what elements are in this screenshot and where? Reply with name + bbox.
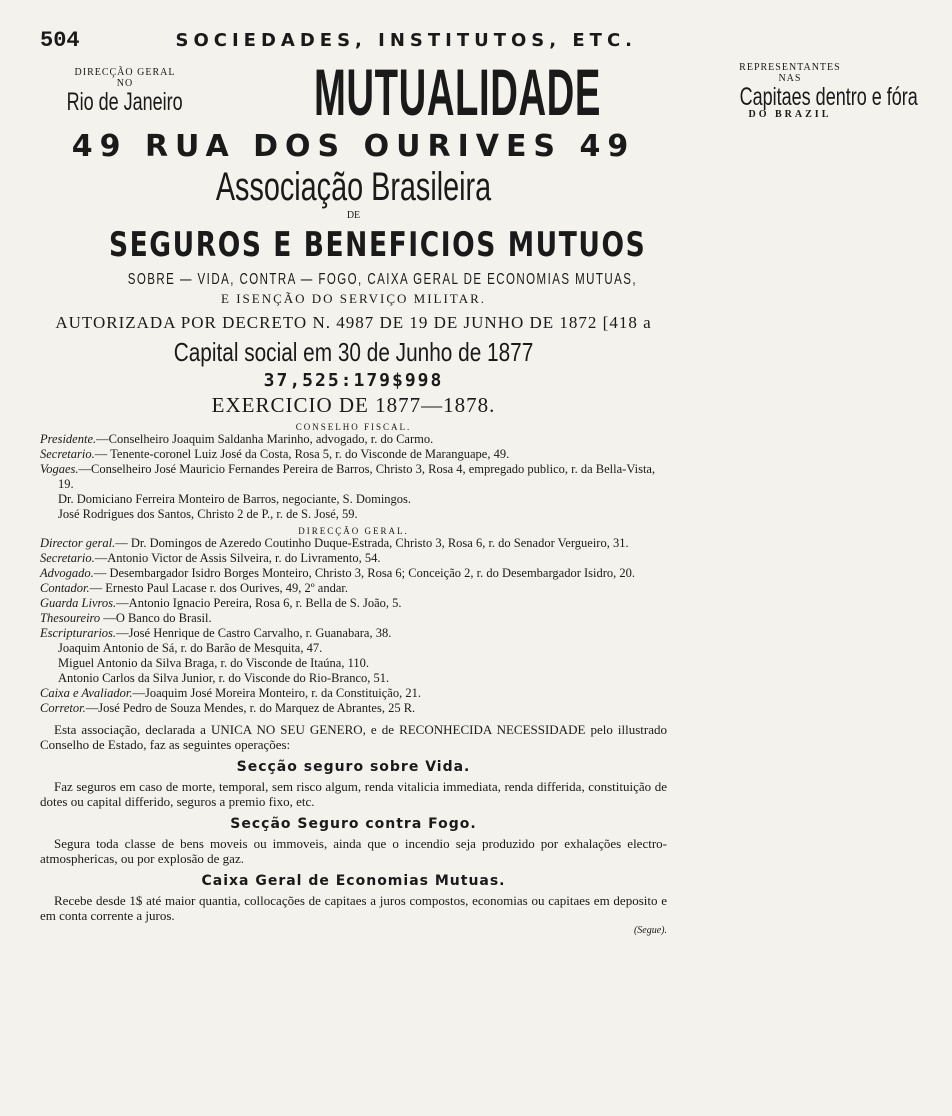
exemption-line: E ISENÇÃO DO SERVIÇO MILITAR. [221,291,486,306]
section-title: Caixa Geral de Economias Mutuas. [201,873,506,889]
list-item: Caixa e Avaliador.—Joaquim José Moreira Monteiro, r. da Constituição, 21. [40,686,421,700]
right-bottom-label: DO BRAZIL [748,109,832,121]
right-top-label: REPRESENTANTES [739,62,841,74]
page-header [40,28,667,53]
list-item: Contador.— Ernesto Paul Lacase r. dos Ourives, 49, 2º andar. [40,581,349,595]
services-line: SOBRE — VIDA, CONTRA — FOGO, CAIXA GERAL DE ECONOMIAS MUTUAS, [127,271,638,288]
advert-title: MUTUALIDADE [313,55,602,129]
left-city: Rio de Janeiro [66,88,184,117]
section-title: Secção Seguro contra Fogo. [230,816,477,832]
list-item: Escripturarios.—José Henrique de Castro Carvalho, r. Guanabara, 38. [40,626,392,640]
list-item: José Rodrigues dos Santos, Christo 2 de P., r. de S. José, 59. [58,507,358,521]
fiscal-year: EXERCICIO DE 1877—1878. [211,393,496,417]
section-text: Segura toda classe de bens moveis ou immoveis, ainda que o incendio seja produzido por exhalações electro-atmosphericas, ou por explosão de gaz. [40,836,667,866]
association-name: Associação Brasileira [215,165,492,209]
right-big-label: Capitaes dentro e fóra [739,83,918,112]
left-top-label: DIRECÇÃO GERAL [74,67,176,79]
section-text: Recebe desde 1$ até maior quantia, collocações de capitaes a juros compostos, economias ou capitaes em deposito e em conta corrente a juros. [40,893,667,923]
list-item: Dr. Domiciano Ferreira Monteiro de Barros, negociante, S. Domingos. [58,492,412,506]
list-item: Secretario.—Antonio Victor de Assis Silveira, r. do Livramento, 54. [40,551,381,565]
list-item: Advogado.— Desembargador Isidro Borges Monteiro, Christo 3, Rosa 6; Conceição 2, r. do Desembargador Isidro, 20. [40,566,636,580]
left-mid-label: NO [116,77,134,89]
section-text: Faz seguros em caso de morte, temporal, sem risco algum, renda vitalicia immediata, renda differida, constituição de dotes ou capital differido, seguros a premio fixo, etc. [40,779,667,809]
decree-line: AUTORIZADA POR DECRETO N. 4987 DE 19 DE JUNHO DE 1872 [418 a [55,313,652,332]
section-title: Secção seguro sobre Vida. [236,759,471,775]
capital-amount: 37,525:179$998 [263,370,444,391]
list-item: Joaquim Antonio de Sá, r. do Barão de Mesquita, 47. [58,641,323,655]
continued-note: (Segue). [633,925,667,936]
intro-paragraph: Esta associação, declarada a UNICA NO SEU GENERO, e de RECONHECIDA NECESSIDADE pelo illustrado Conselho de Estado, faz as seguintes operações: [40,722,667,752]
list-item: Guarda Livros.—Antonio Ignacio Pereira, Rosa 6, r. Bella de S. João, 5. [40,596,402,610]
banner-right [705,62,918,121]
running-head: SOCIEDADES, INSTITUTOS, ETC. [175,30,637,51]
list-item: Antonio Carlos da Silva Junior, r. do Visconde do Rio-Branco, 51. [58,671,390,685]
list-item: Presidente.—Conselheiro Joaquim Saldanha Marinho, advogado, r. do Carmo. [40,432,434,446]
list-item: Corretor.—José Pedro de Souza Mendes, r. do Marquez de Abrantes, 25 R. [40,701,416,715]
advert-banner [40,55,918,129]
banner-left [40,68,210,115]
direccao-heading: DIRECÇÃO GERAL. [298,526,409,536]
conselho-list [40,432,667,522]
page-number: 504 [40,28,80,53]
list-item: Thesoureiro —O Banco do Brasil. [40,611,212,625]
list-item: Vogaes.—Conselheiro José Mauricio Fernandes Pereira de Barros, Christo 3, Rosa 4, empregado publico, r. da Bella-Vista, 19. [40,462,656,491]
capital-line: Capital social em 30 de Junho de 1877 [173,337,534,367]
street-address: 49 RUA DOS OURIVES 49 [71,129,636,164]
conselho-heading: CONSELHO FISCAL. [295,422,412,432]
list-item: Secretario.— Tenente-coronel Luiz José da Costa, Rosa 5, r. do Visconde de Maranguape, 49. [40,447,510,461]
right-mid-label: NAS [778,72,802,84]
direccao-list [40,536,667,716]
list-item: Miguel Antonio da Silva Braga, r. do Visconde de Itaúna, 110. [58,656,370,670]
insurance-heading: SEGUROS E BENEFICIOS MUTUOS [108,225,647,265]
list-item: Director geral.— Dr. Domingos de Azeredo Coutinho Duque-Estrada, Christo 3, Rosa 6, r. do Senador Vergueiro, 31. [40,536,629,550]
connector-de: DE [346,210,361,221]
